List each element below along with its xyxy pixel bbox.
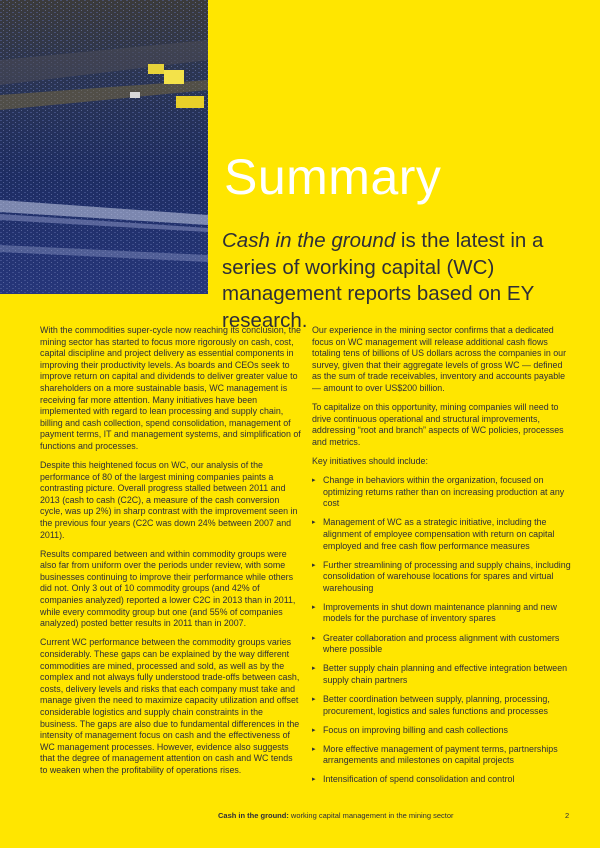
paragraph: With the commodities super-cycle now reaching its conclusion, the mining sector has started to focus more rigorously on cash, cost, capital discipline and project delivery as essential components in improving their productivity levels. As boards and CEOs seek to improve return on capital and dividends to deliver greater value to shareholders on a more sustainable basis, WC management is receiving far more attention. Many initiatives have been implemented with regard to lean processing and supply chain, billing and cash collection, spend consolidation, management of payment terms, IT and management systems, and simplification of functions and processes. <box>40 325 301 451</box>
list-item: ▸ Focus on improving billing and cash collections <box>312 724 508 735</box>
footer-title <box>218 811 454 820</box>
list-item: ▸ Further streamlining of processing and supply chains, including consolidation of warehouse locations for spares and virtual warehousing <box>312 559 571 593</box>
intro-rest: is the latest in a series of working capital (WC) management reports based on EY research. <box>222 229 544 332</box>
bullet-icon: ▸ <box>312 726 316 734</box>
list-item: ▸ Intensification of spend consolidation and control <box>312 774 515 785</box>
key-initiatives-list <box>312 475 574 786</box>
footer-title-bold: Cash in the ground: <box>218 811 289 820</box>
bullet-icon: ▸ <box>312 477 316 485</box>
list-item: ▸ Management of WC as a strategic initiative, including the alignment of employee compensation with return on capital employed and free cash flow performance measures <box>312 517 555 551</box>
list-item: ▸ Better supply chain planning and effective integration between supply chain partners <box>312 663 568 685</box>
list-item: ▸ Better coordination between supply, planning, processing, procurement, logistics and sales functions and processes <box>312 693 550 716</box>
bullet-icon: ▸ <box>312 695 316 703</box>
list-item: ▸ Improvements in shut down maintenance planning and new models for the purchase of inventory spares <box>312 601 557 624</box>
right-column <box>312 325 574 794</box>
paragraph: To capitalize on this opportunity, mining companies will need to drive continuous operational and structural improvements, addressing “root and branch” aspects of WC policies, processes and metrics. <box>312 402 564 447</box>
page-title: Summary <box>224 149 442 205</box>
page-number: 2 <box>565 811 570 820</box>
bullet-icon: ▸ <box>312 634 316 642</box>
list-item: ▸ Change in behaviors within the organization, focused on optimizing returns rather than on increasing production at any cost <box>312 475 565 509</box>
list-item: ▸ Greater collaboration and process alignment with customers where possible <box>312 632 560 655</box>
report-title-italic: Cash in the ground <box>222 229 396 252</box>
bullet-icon: ▸ <box>312 665 316 673</box>
paragraph: Our experience in the mining sector confirms that a dedicated focus on WC management will release additional cash flows totaling tens of billions of US dollars across the companies in our survey, given that their aggregate levels of gross WC — defined as the sum of trade receivables, inventory and accounts payable — amount to over US$200 billion. <box>312 325 567 393</box>
footer-title-rest: working capital management in the mining sector <box>288 811 454 820</box>
paragraph: Results compared between and within commodity groups were also far from uniform over the periods under review, with some businesses continuing to improve their performance while others did not. Only 3 out of 10 commodity groups (and 42% of companies analyzed) reported a lower C2C in 2013 than in 2011, while every commodity group but one (and 55% of companies analyzed) posted better results in 2011 than in 2007. <box>40 548 296 629</box>
left-column <box>40 325 302 784</box>
intro-statement <box>222 228 580 334</box>
bullet-icon: ▸ <box>312 776 316 784</box>
list-item: ▸ More effective management of payment terms, partnerships arrangements and milestones on capital projects <box>312 743 558 766</box>
list-heading: Key initiatives should include: <box>312 455 428 466</box>
paragraph: Despite this heightened focus on WC, our analysis of the performance of 80 of the largest mining companies paints a contrasting picture. Overall progress stalled between 2011 and 2013 (cash to cash (C2C), a measure of the cash conversion cycle, was up 2%) in sharp contrast with the improvement seen in the previous four years (C2C was down 24% between 2007 and 2011). <box>40 460 298 540</box>
paragraph: Current WC performance between the commodity groups varies considerably. These gaps can be explained by the way different commodities are mined, processed and sold, as well as by the complex and not always fully understood trade-offs between cash, costs, delivery levels and risks that each company must take and manage given the need to maximize capacity utilization and offset considerable logistics and supply chain constraints in the business. The gaps are also due to fundamental differences in the intensity of management focus on cash and the effectiveness of WC management processes. However, evidence also suggests that the degree of management attention on cash and WC tends to weaken when the profitability of operations rises. <box>40 637 300 775</box>
bullet-icon: ▸ <box>312 745 316 753</box>
bullet-icon: ▸ <box>312 561 316 569</box>
bullet-icon: ▸ <box>312 519 316 527</box>
bullet-icon: ▸ <box>312 603 316 611</box>
mining-photo <box>0 0 208 294</box>
